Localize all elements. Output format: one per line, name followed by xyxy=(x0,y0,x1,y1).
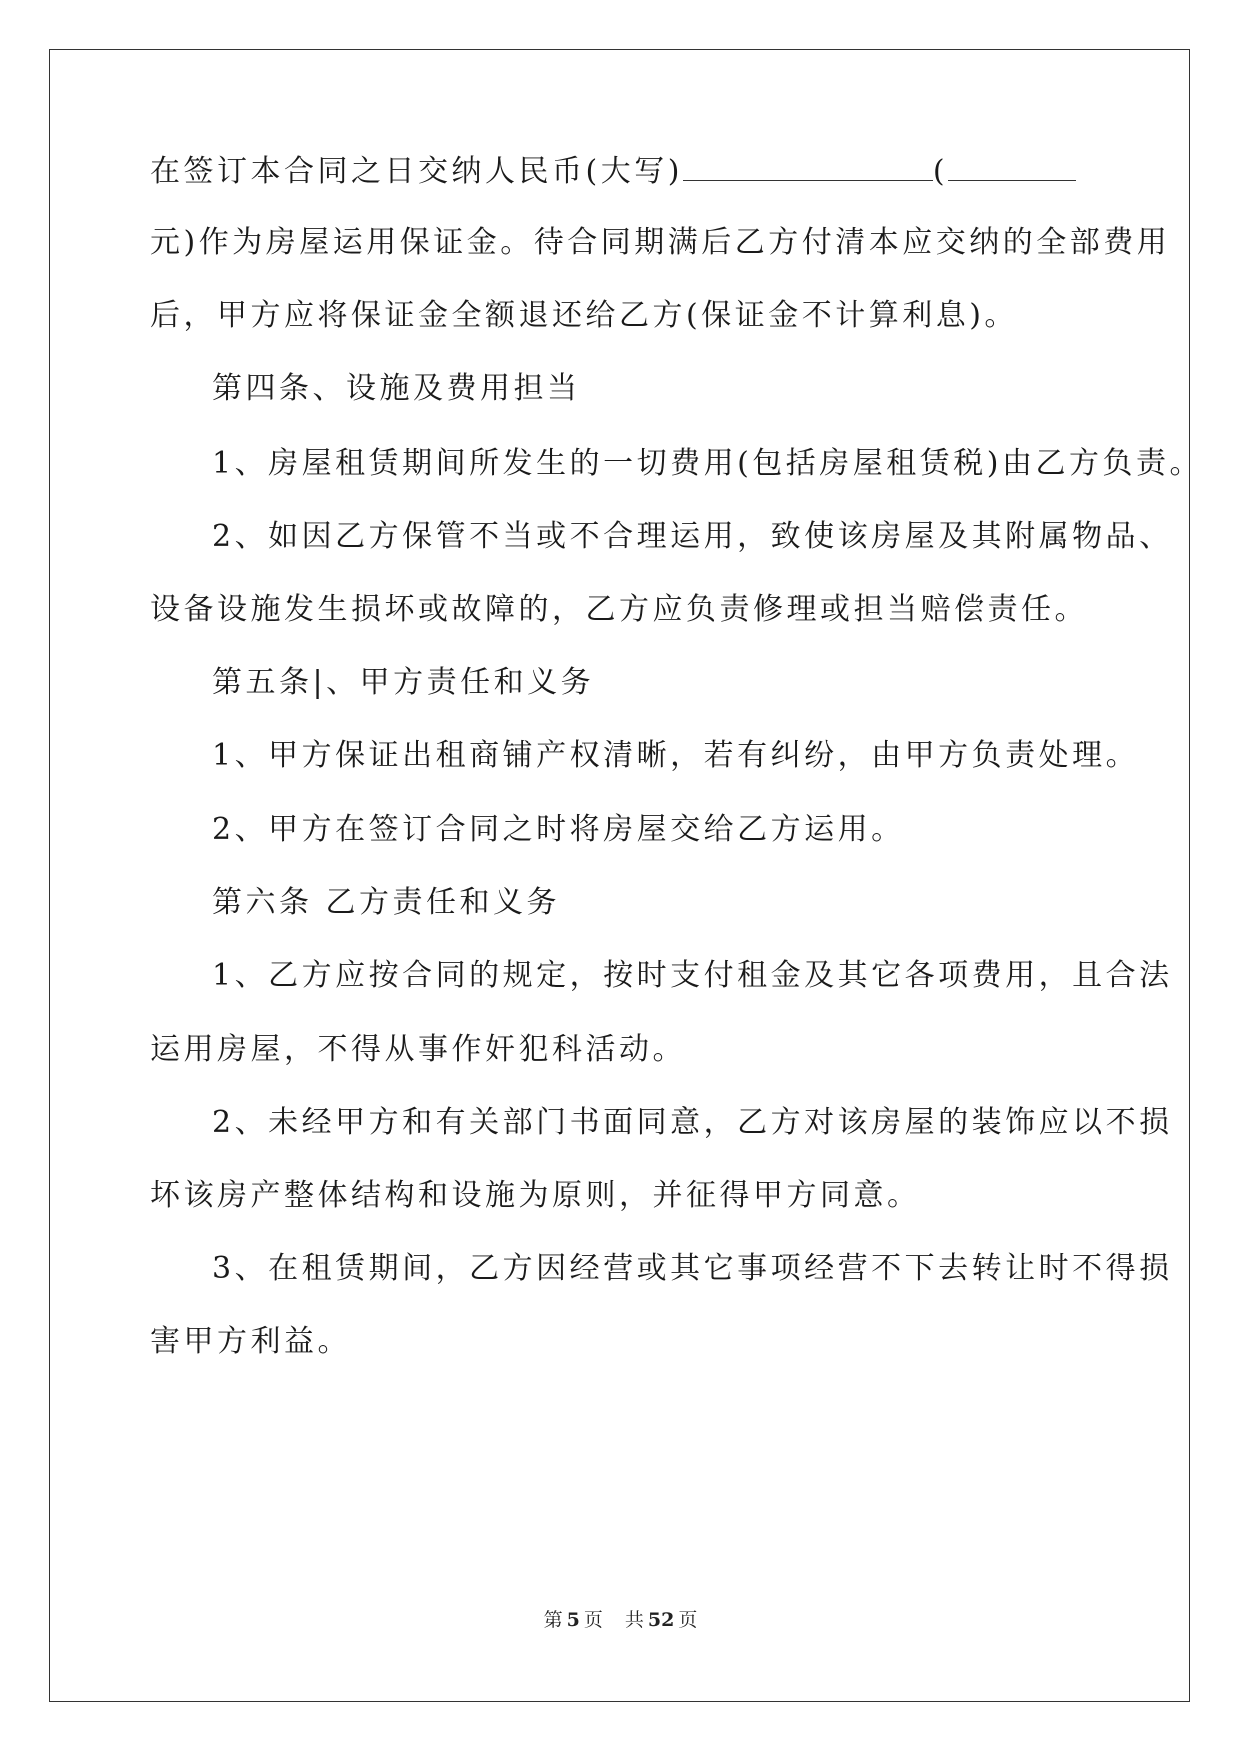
paragraph-line: 元)作为房屋运用保证金。待合同期满后乙方付清本应交纳的全部费用 xyxy=(150,225,1171,260)
section-heading: 第四条、设施及费用担当 xyxy=(212,371,581,406)
paragraph-line: 2、甲方在签订合同之时将房屋交给乙方运用。 xyxy=(212,812,905,847)
paragraph-line: 1、甲方保证出租商铺产权清晰，若有纠纷，由甲方负责处理。 xyxy=(212,738,1140,773)
section-heading: 第六条 乙方责任和义务 xyxy=(212,885,561,920)
total-pages: 52 xyxy=(647,1609,675,1631)
page-footer xyxy=(0,1605,1241,1632)
paragraph-line: 害甲方利益。 xyxy=(150,1324,351,1359)
paragraph-line: 3、在租赁期间，乙方因经营或其它事项经营不下去转让时不得损 xyxy=(212,1251,1173,1286)
blank-field xyxy=(683,154,933,181)
paragraph-line: 2、未经甲方和有关部门书面同意，乙方对该房屋的装饰应以不损 xyxy=(212,1105,1173,1140)
paragraph-line xyxy=(150,152,1076,192)
section-heading: 第五条|、甲方责任和义务 xyxy=(212,665,595,700)
paragraph-line: 后，甲方应将保证金全额退还给乙方(保证金不计算利息)。 xyxy=(150,298,1018,333)
total-suffix: 页 xyxy=(678,1609,698,1631)
paragraph-line: 坏该房产整体结构和设施为原则，并征得甲方同意。 xyxy=(150,1178,921,1213)
page-prefix: 第 xyxy=(543,1609,563,1631)
paragraph-line: 设备设施发生损坏或故障的，乙方应负责修理或担当赔偿责任。 xyxy=(150,592,1088,627)
blank-field xyxy=(948,154,1076,181)
total-prefix: 共 xyxy=(624,1609,644,1631)
paragraph-line: 2、如因乙方保管不当或不合理运用，致使该房屋及其附属物品、 xyxy=(212,519,1173,554)
text-run: 在签订本合同之日交纳人民币(大写) xyxy=(150,154,683,189)
paragraph-line: 1、乙方应按合同的规定，按时支付租金及其它各项费用，且合法 xyxy=(212,958,1173,993)
paragraph-line: 1、房屋租赁期间所发生的一切费用(包括房屋租赁税)由乙方负责。 xyxy=(212,446,1203,481)
page-number: 5 xyxy=(566,1609,580,1631)
text-run: ( xyxy=(932,154,949,189)
page-suffix: 页 xyxy=(583,1609,603,1631)
paragraph-line: 运用房屋，不得从事作奸犯科活动。 xyxy=(150,1032,686,1067)
